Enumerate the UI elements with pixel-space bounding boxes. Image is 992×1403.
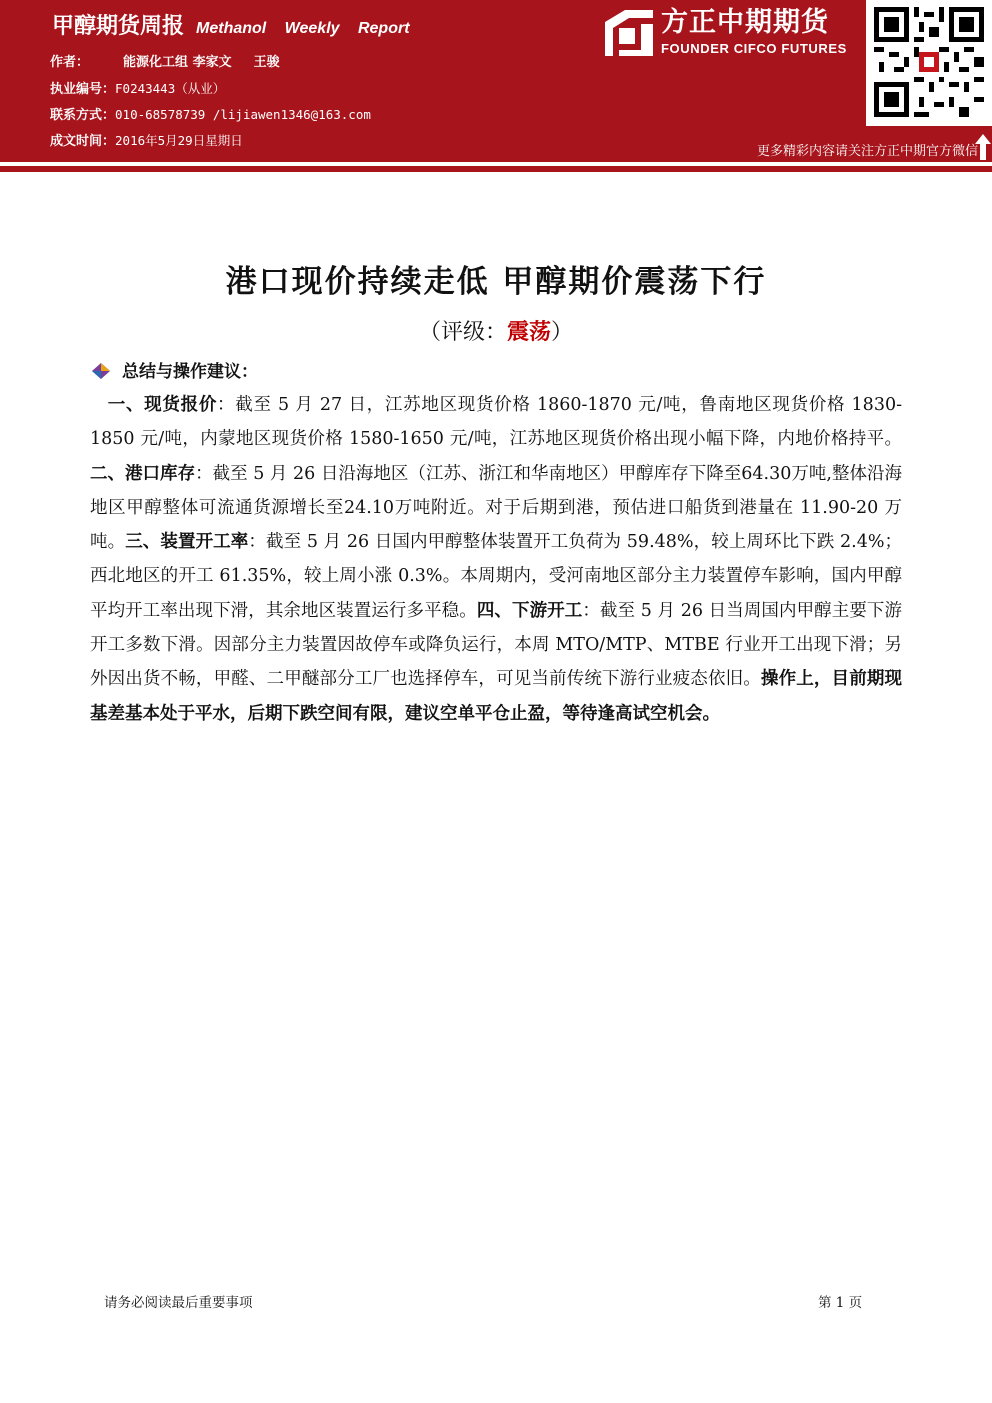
- author-name-1: 李家文: [192, 55, 232, 70]
- page-number: 第 1 页: [818, 1295, 863, 1311]
- diamond-bullet-icon: [90, 362, 112, 380]
- date-line: [50, 130, 243, 152]
- author-label: 作者：: [50, 55, 90, 70]
- section-heading: [90, 358, 258, 386]
- section-heading-text: 总结与操作建议：: [122, 362, 258, 382]
- author-group: 能源化工组: [123, 55, 189, 70]
- contact-line: [50, 104, 371, 126]
- date-value: 2016年5月29日星期日: [115, 133, 243, 148]
- page-title: 港口现价持续走低 甲醇期价震荡下行: [225, 264, 767, 300]
- arrow-up-icon: [974, 132, 992, 162]
- license-label: 执业编号：: [50, 82, 116, 97]
- contact-label: 联系方式：: [50, 108, 116, 123]
- footer-notice: 请务必阅读最后重要事项: [104, 1295, 253, 1311]
- spot-price-heading: 一、现货报价: [107, 395, 218, 415]
- wechat-qr-code[interactable]: [866, 0, 992, 126]
- company-logo: [603, 6, 863, 62]
- operating-rate-text: ：截至 5 月 26 日国内甲醇整体装置开工负荷为 59.48%，较上周环比下跌 2.4%；西北地区的开工 61.35%，较上周小涨 0.3%。本周期内，受河南地区部分主力装置停车影响，国内甲醇平均开工率出现下滑，其余地区装置运行多平稳。: [90, 532, 903, 621]
- logo-mark-icon: [603, 8, 655, 58]
- license-value: F0243443（从业）: [115, 81, 226, 96]
- report-title-cn: 甲醇期货周报: [52, 14, 185, 39]
- spot-price-text: ：截至 5 月 27 日，江苏地区现货价格 1860-1870 元/吨，鲁南地区现货价格 1830- 1850 元/吨，内蒙地区现货价格 1580-1650 元/吨，江苏地区现货价格出现小幅下降，内地价格持平。: [90, 395, 902, 450]
- port-inventory-text: ：截至 5 月 26 日沿海地区（江苏、浙江和华南地区）甲醇库存下降至64.30万吨,整体沿海地区甲醇整体可流通货源增长至24.10万吨附近。对于后期到港，预估进口船货到港量在 11.90-20 万吨。: [90, 463, 903, 553]
- operation-advice: 操作上，目前期现基差基本处于平水，后期下跌空间有限，建议空单平仓止盈，等待逢高试空机会。: [90, 669, 903, 724]
- rating-open: （评级：: [418, 320, 507, 345]
- qr-code-icon: [874, 6, 984, 118]
- summary-paragraph: [90, 388, 902, 731]
- contact-value: 010-68578739 /lijiawen1346@163.com: [115, 107, 371, 122]
- author-line: [50, 52, 280, 74]
- author-name-2: 王骏: [253, 55, 280, 70]
- downstream-text: ：截至 5 月 26 日当周国内甲醇主要下游开工多数下滑。因部分主力装置因故停车或降负运行，本周 MTO/MTP、MTBE 行业开工出现下滑；另外因出货不畅，甲醛、二甲醚部分工厂也选择停车，可见当前传统下游行业疲态依旧。: [90, 600, 903, 690]
- license-line: [50, 78, 225, 100]
- date-label: 成文时间：: [50, 134, 116, 149]
- rating-close: ）: [551, 320, 574, 345]
- wechat-note: 更多精彩内容请关注方正中期官方微信: [756, 144, 978, 159]
- report-title-en: Methanol Weekly Report: [196, 20, 410, 37]
- operating-rate-heading: 三、装置开工率: [125, 532, 249, 553]
- report-title: [52, 10, 410, 44]
- downstream-heading: 四、下游开工: [476, 600, 583, 621]
- logo-text-en: FOUNDER CIFCO FUTURES: [661, 41, 847, 56]
- rating-value: 震荡: [506, 319, 551, 345]
- port-inventory-heading: 二、港口库存: [90, 463, 196, 484]
- logo-text-cn: 方正中期期货: [661, 7, 829, 38]
- header-divider: [0, 166, 992, 172]
- rating-line: [0, 314, 992, 350]
